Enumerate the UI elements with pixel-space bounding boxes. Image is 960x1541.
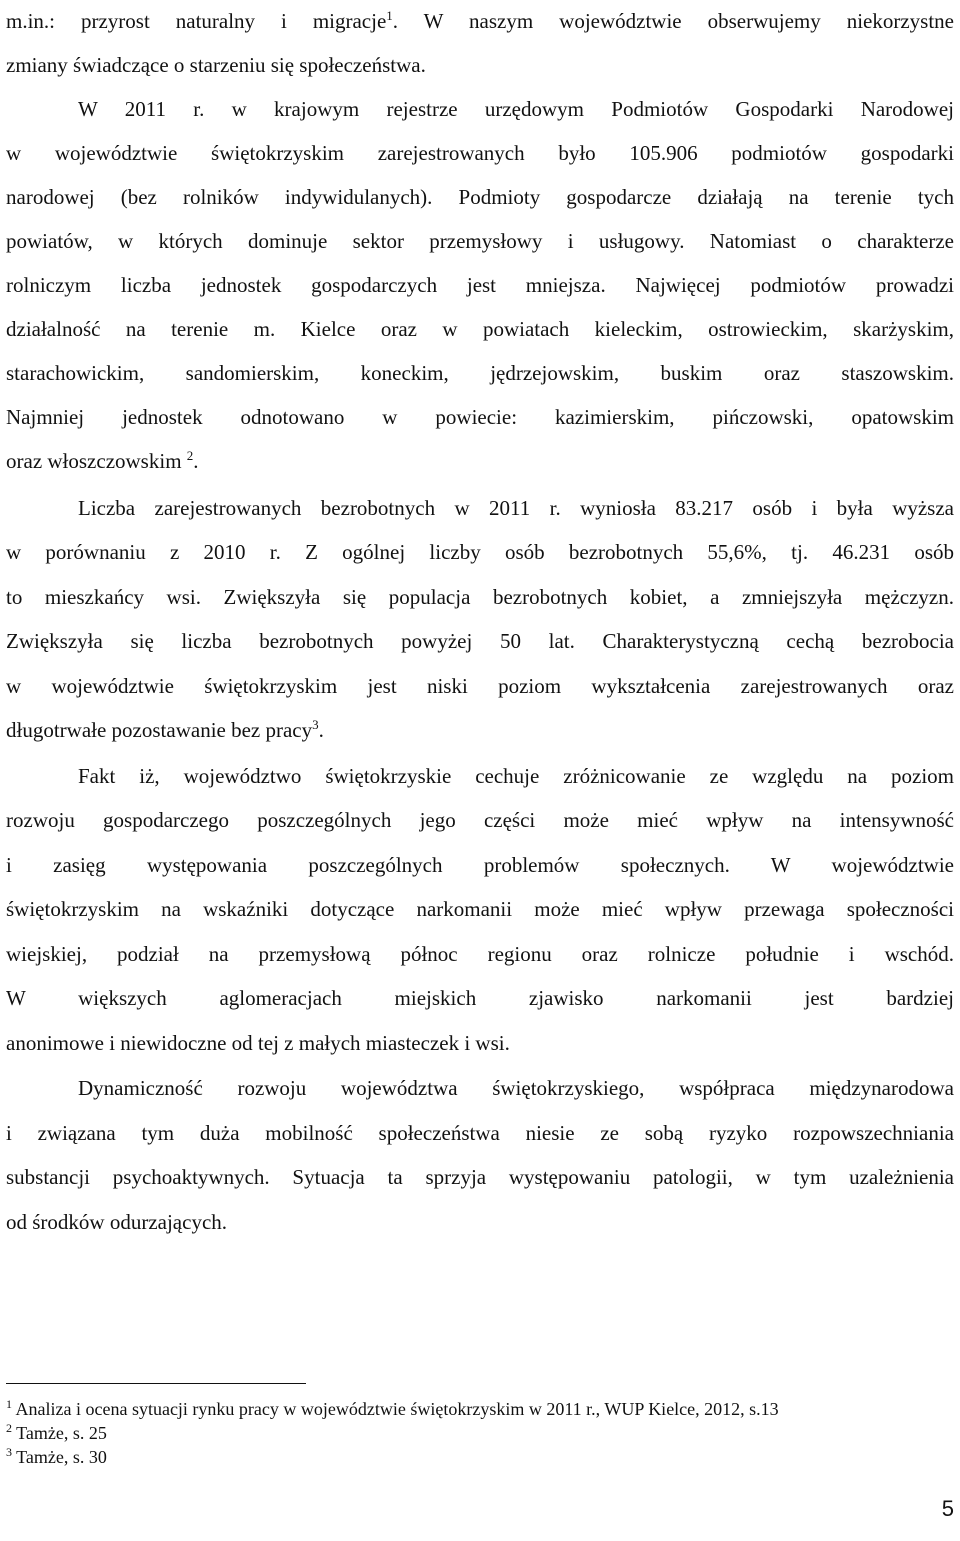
text-line: W większych aglomeracjach miejskich zjawisko narkomanii jest bardziej: [6, 986, 954, 1010]
text-line: Dynamiczność rozwoju województwa świętokrzyskiego, współpraca międzynarodowa: [78, 1076, 954, 1100]
text-line: i związana tym duża mobilność społeczeństwa niesie ze sobą ryzyko rozpowszechniania: [6, 1121, 954, 1145]
text-line: rozwoju gospodarczego poszczególnych jego części może mieć wpływ na intensywność: [6, 808, 954, 832]
text-line: to mieszkańcy wsi. Zwiększyła się populacja bezrobotnych kobiet, a zmniejszyła mężczyzn.: [6, 585, 954, 609]
text-line: anonimowe i niewidoczne od tej z małych miasteczek i wsi.: [6, 1031, 510, 1055]
footnote-ref: 3: [312, 717, 319, 732]
text-line: długotrwałe pozostawanie bez pracy$^3$.: [6, 717, 324, 742]
footnote: $^1$ Analiza i ocena sytuacji rynku pracy w województwie świętokrzyskim w 2011 r., WUP Kielce, 2012, s.13: [6, 1397, 779, 1419]
footnote-ref: 2: [186, 448, 194, 463]
text-line: powiatów, w których dominuje sektor przemysłowy i usługowy. Natomiast o charakterze: [6, 229, 954, 253]
footnote-ref: 1: [386, 8, 393, 23]
text-line: i zasięg występowania poszczególnych problemów społecznych. W województwie: [6, 853, 954, 877]
text-line: m.in.: przyrost naturalny i migracje$^1$. W naszym województwie obserwujemy niekorzystne: [6, 8, 954, 33]
text-line: Najmniej jednostek odnotowano w powiecie: kazimierskim, pińczowski, opatowskim: [6, 405, 954, 429]
footnote-number: 3: [6, 1445, 12, 1459]
text-line: w województwie świętokrzyskim zarejestrowanych było 105.906 podmiotów gospodarki: [6, 141, 954, 165]
text-line: Fakt iż, województwo świętokrzyskie cechuje zróżnicowanie ze względu na poziom: [78, 764, 954, 788]
footnote: $^2$ Tamże, s. 25: [6, 1421, 107, 1443]
text-line: substancji psychoaktywnych. Sytuacja ta sprzyja występowaniu patologii, w tym uzależnienia: [6, 1165, 954, 1189]
footnote-number: 1: [6, 1397, 12, 1411]
text-line: starachowickim, sandomierskim, koneckim, jędrzejowskim, buskim oraz staszowskim.: [6, 361, 954, 385]
text-line: rolniczym liczba jednostek gospodarczych jest mniejsza. Najwięcej podmiotów prowadzi: [6, 273, 954, 297]
text-line: Zwiększyła się liczba bezrobotnych powyżej 50 lat. Charakterystyczną cechą bezrobocia: [6, 629, 954, 653]
text-line: zmiany świadczące o starzeniu się społeczeństwa.: [6, 53, 426, 77]
footnote: $^3$ Tamże, s. 30: [6, 1445, 107, 1467]
text-line: w porównaniu z 2010 r. Z ogólnej liczby osób bezrobotnych 55,6%, tj. 46.231 osób: [6, 540, 954, 564]
text-line: W 2011 r. w krajowym rejestrze urzędowym Podmiotów Gospodarki Narodowej: [78, 97, 954, 121]
text-line: działalność na terenie m. Kielce oraz w powiatach kieleckim, ostrowieckim, skarżyskim,: [6, 317, 954, 341]
page-number: 5: [941, 1496, 954, 1521]
text-line: oraz włoszczowskim $^2$.: [6, 448, 199, 473]
text-line: Liczba zarejestrowanych bezrobotnych w 2011 r. wyniosła 83.217 osób i była wyższa: [78, 496, 954, 520]
text-line: od środków odurzających.: [6, 1210, 228, 1234]
text-line: w województwie świętokrzyskim jest niski poziom wykształcenia zarejestrowanych oraz: [6, 674, 954, 698]
footnote-number: 2: [6, 1421, 12, 1435]
footnote-separator: [6, 1383, 306, 1384]
text-line: narodowej (bez rolników indywidulanych). Podmioty gospodarcze działają na terenie tych: [6, 185, 954, 209]
text-line: świętokrzyskim na wskaźniki dotyczące narkomanii może mieć wpływ przewaga społeczności: [6, 897, 954, 921]
text-line: wiejskiej, podział na przemysłową północ regionu oraz rolnicze południe i wschód.: [6, 942, 954, 966]
